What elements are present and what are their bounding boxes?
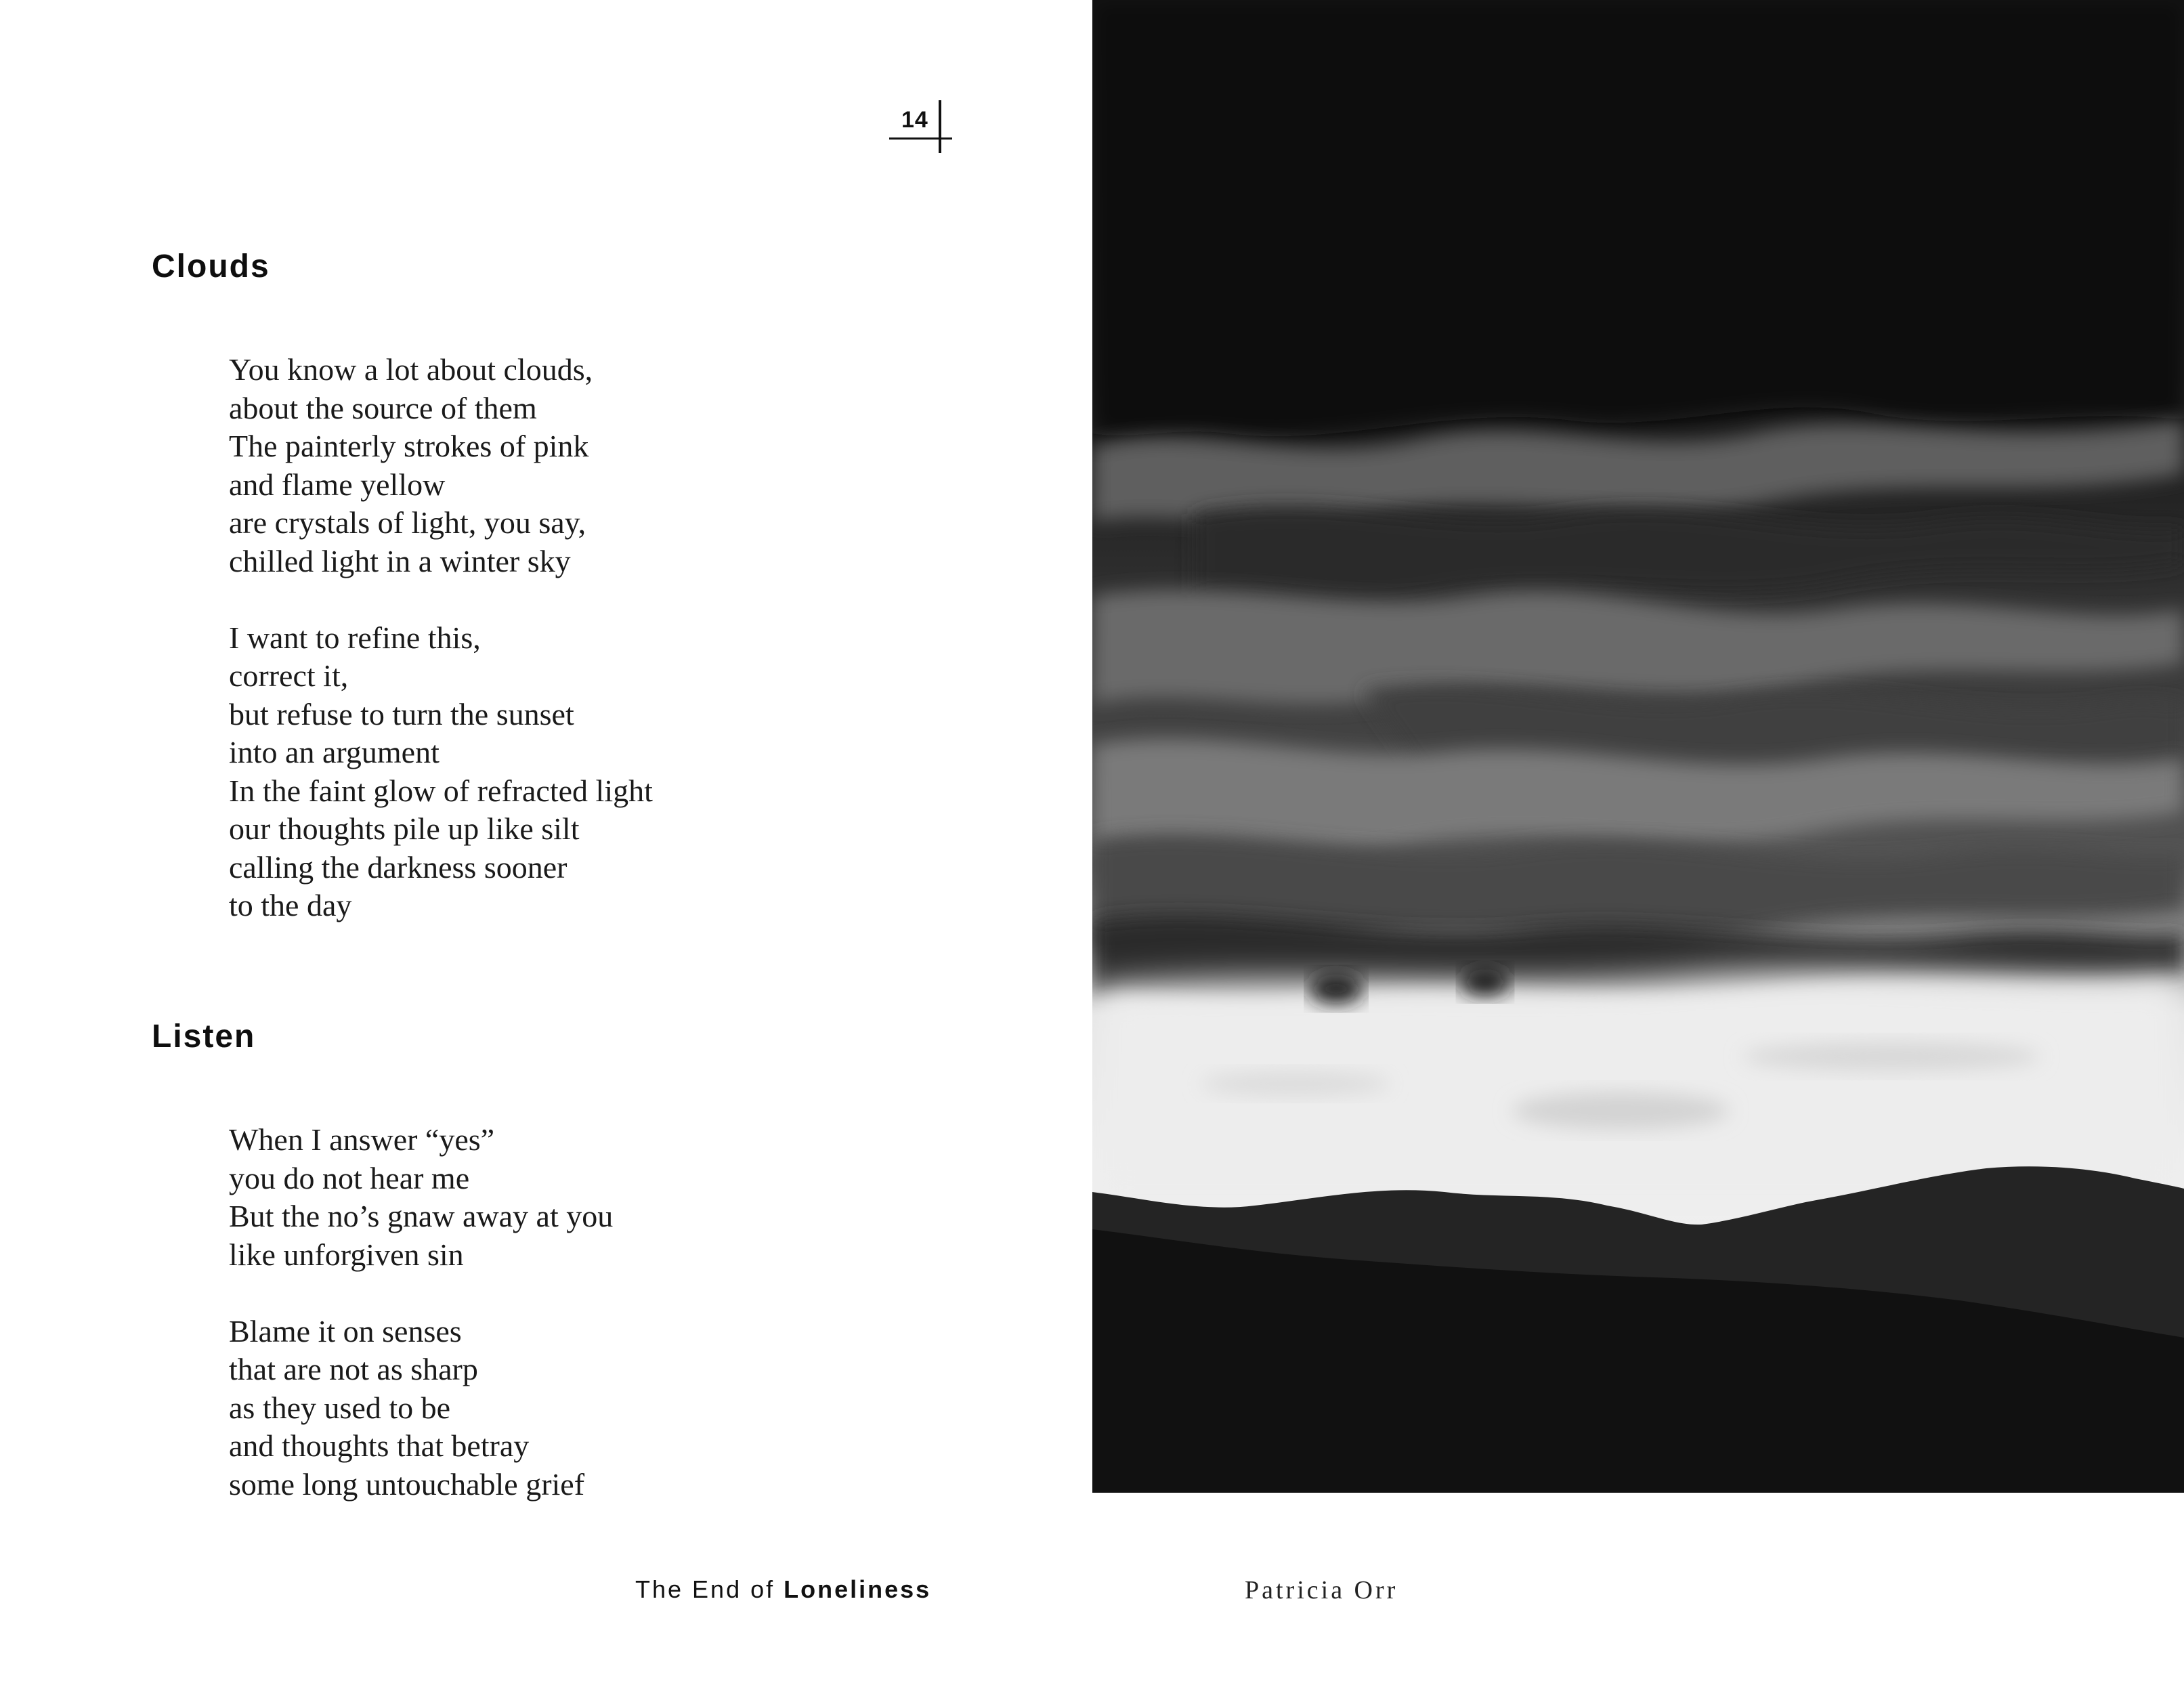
poem-line: but refuse to turn the sunset [229,696,574,731]
poem-line: are crystals of light, you say, [229,505,586,540]
stanza-break [229,580,653,619]
light-cloud-wisp [1742,1042,2040,1071]
footer-book-title-emphasis: Loneliness [784,1575,932,1603]
poem-line: like unforgiven sin [229,1237,464,1272]
page-number-mark [889,100,950,154]
poem-body-listen [229,1121,613,1504]
poem-line: to the day [229,888,352,922]
poem-line: chilled light in a winter sky [229,543,571,578]
page-mark-vertical-rule [939,100,941,153]
poem-title-listen: Listen [152,1019,256,1055]
poem-line: some long untouchable grief [229,1466,585,1502]
footer-book-title-prefix: The End of [635,1575,775,1603]
poem-line: calling the darkness sooner [229,849,568,885]
poem-line: and flame yellow [229,467,446,502]
poem-line: But the no’s gnaw away at you [229,1199,614,1233]
poem-title-clouds: Clouds [152,249,270,284]
poem-line: as they used to be [229,1390,451,1425]
dark-cloud-puff [1309,974,1363,1004]
poem-body-clouds [229,351,653,925]
poem-line: You know a lot about clouds, [229,352,593,387]
poem-line: The painterly strokes of pink [229,429,589,463]
poem-line: I want to refine this, [229,620,481,655]
poem-line: and thoughts that betray [229,1428,530,1463]
poem-line: In the faint glow of refracted light [229,773,653,808]
cloud-sky-svg [1092,0,2184,1493]
stanza-break [229,1274,613,1313]
poem-line: you do not hear me [229,1160,470,1195]
light-cloud-wisp [1201,1071,1390,1096]
landscape-photo [1092,0,2184,1493]
page-mark-horizontal-rule [889,137,952,140]
light-cloud-wisp [1512,1092,1729,1130]
poem-line: about the source of them [229,390,537,425]
poem-line: that are not as sharp [229,1352,478,1386]
dark-cloud-puff [1461,969,1509,996]
dark-cloud-mass [1092,0,2184,436]
poem-line: correct it, [229,658,349,693]
page-number: 14 [901,107,928,133]
footer-book-title [635,1575,931,1604]
poem-line: our thoughts pile up like silt [229,811,580,846]
poem-line: Blame it on senses [229,1313,462,1348]
poem-line: When I answer “yes” [229,1122,495,1157]
footer-author: Patricia Orr [1245,1576,1398,1604]
poem-line: into an argument [229,735,440,769]
